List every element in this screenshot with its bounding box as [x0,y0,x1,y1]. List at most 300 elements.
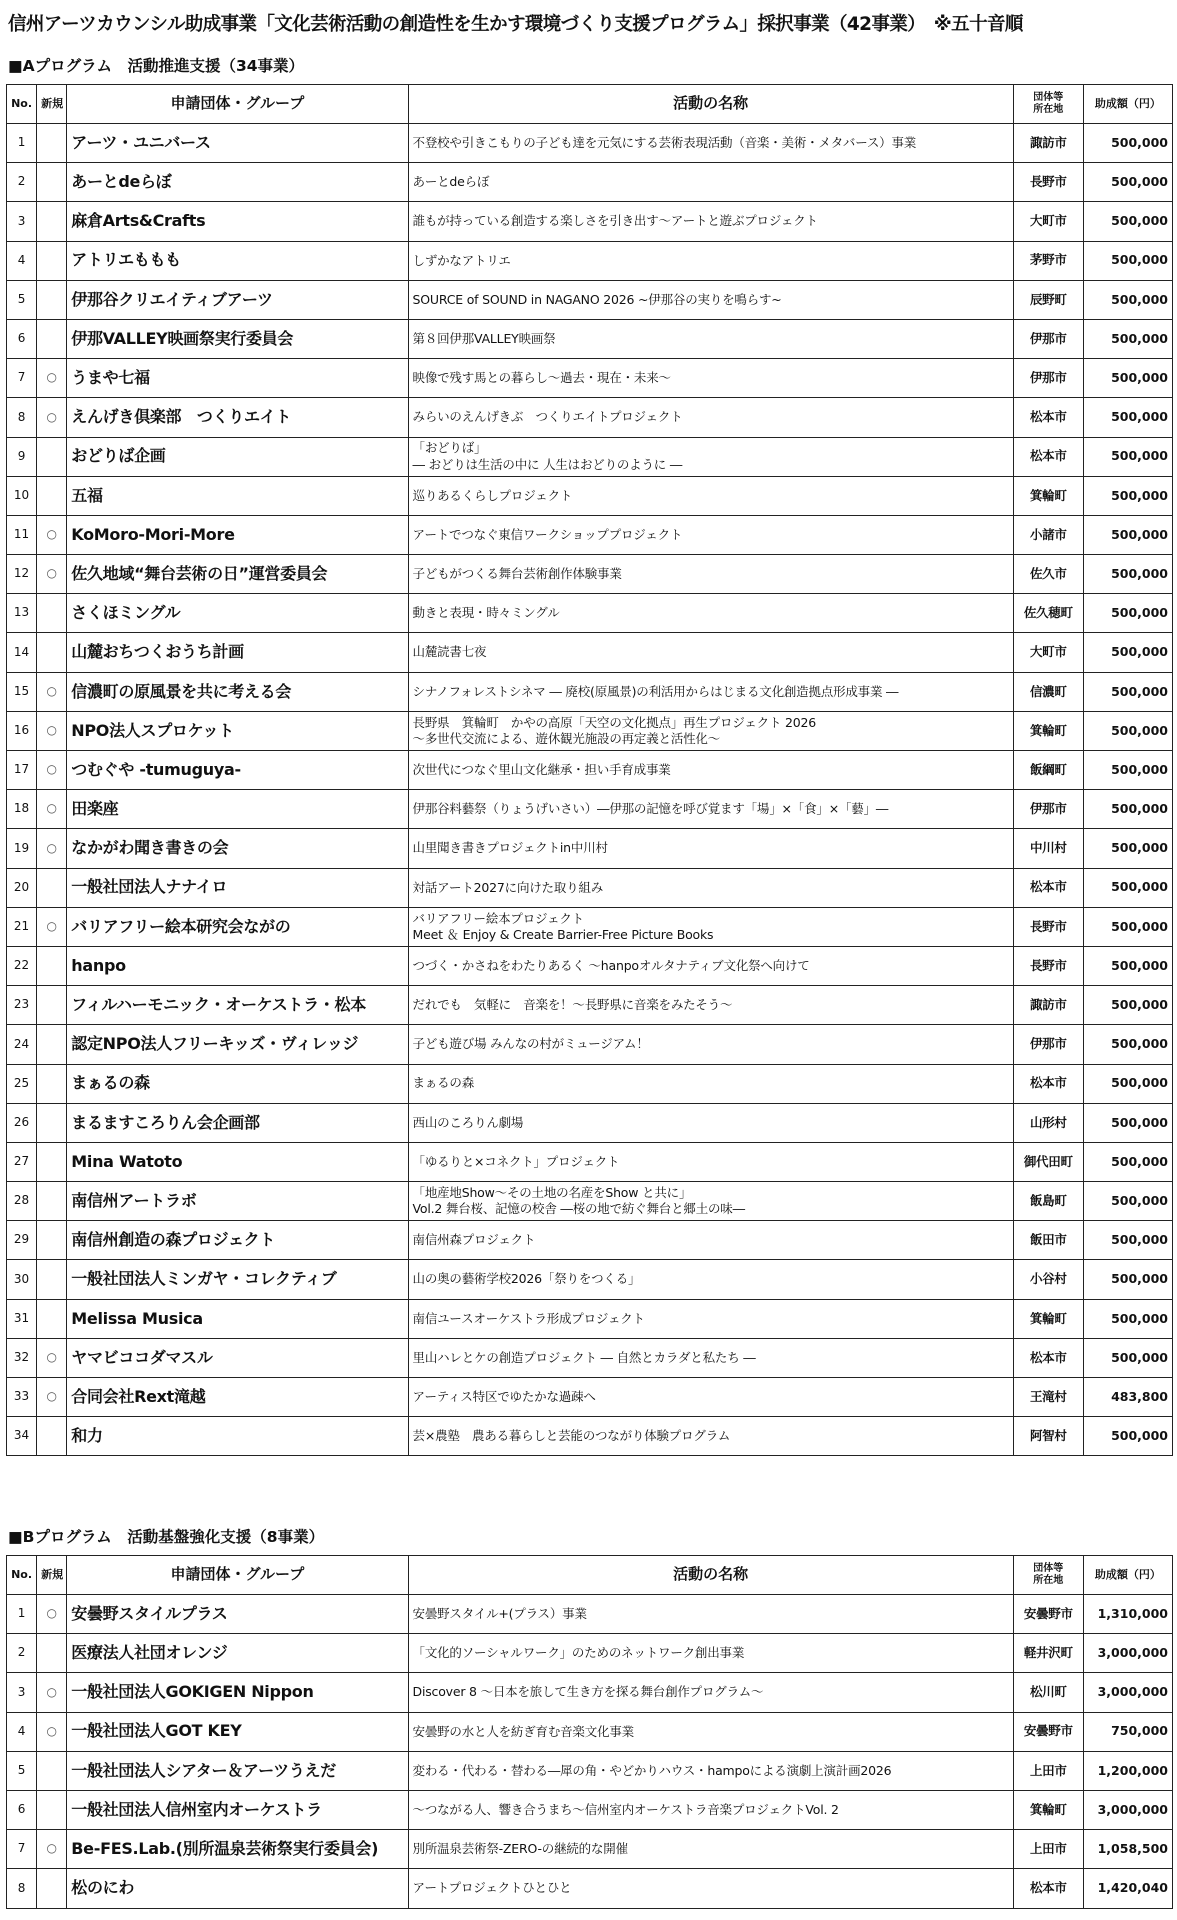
organization-name: 松のにわ [67,1869,408,1908]
organization-name: 南信州創造の森プロジェクト [67,1221,408,1260]
organization-name: 和力 [67,1417,408,1456]
organization-name: 信濃町の原風景を共に考える会 [67,672,408,711]
organization-name: あーとdeらぼ [67,163,408,202]
activity-name [408,907,1013,946]
location: 飯田市 [1013,1221,1083,1260]
table-row [7,515,1173,554]
table-row [7,907,1173,946]
row-number: 16 [7,711,37,750]
activity-name [408,751,1013,790]
activity-name [408,359,1013,398]
organization-name: 田楽座 [67,790,408,829]
location: 飯綱町 [1013,751,1083,790]
activity-line: 西山のころりん劇場 [412,1114,524,1130]
new-marker: ○ [37,1595,67,1634]
activity-line: 山の奥の藝術学校2026「祭りをつくる」 [412,1271,641,1287]
grant-amount: 500,000 [1083,1221,1172,1260]
organization-name: Mina Watoto [67,1142,408,1181]
organization-name: まるますころりん会企画部 [67,1103,408,1142]
new-marker: ○ [37,555,67,594]
row-number: 1 [7,1595,37,1634]
row-number: 7 [7,1830,37,1869]
header-location [1013,1556,1083,1595]
organization-name: うまや七福 [67,359,408,398]
program-b-title: ■Bプログラム 活動基盤強化支援（8事業） [8,1528,325,1546]
new-marker: ○ [37,672,67,711]
grant-amount: 1,310,000 [1083,1595,1172,1634]
activity-line: 「地産地Show〜その土地の名産をShow と共に」 [412,1184,692,1200]
location: 長野市 [1013,163,1083,202]
grant-amount: 500,000 [1083,476,1172,515]
table-row [7,633,1173,672]
new-marker: ○ [37,711,67,750]
location: 箕輪町 [1013,711,1083,750]
grant-amount: 500,000 [1083,202,1172,241]
header-new: 新規 [37,85,67,124]
activity-name [408,1830,1013,1869]
table-row [7,1378,1173,1417]
location: 山形村 [1013,1103,1083,1142]
grant-amount: 500,000 [1083,907,1172,946]
table-header-row [7,85,1173,124]
new-marker: ○ [37,1673,67,1712]
header-location [1013,85,1083,124]
new-marker [37,163,67,202]
location: 茅野市 [1013,241,1083,280]
location: 松本市 [1013,868,1083,907]
activity-name [408,829,1013,868]
table-row [7,672,1173,711]
activity-name [408,711,1013,750]
row-number: 21 [7,907,37,946]
new-marker [37,1103,67,1142]
new-marker [37,280,67,319]
organization-name: 一般社団法人GOKIGEN Nippon [67,1673,408,1712]
activity-line: つづく・かさねをわたりあるく 〜hanpoオルタナティブ文化祭へ向けて [412,957,810,973]
row-number: 8 [7,1869,37,1908]
activity-line: 第８回伊那VALLEY映画祭 [412,330,556,346]
grant-amount: 500,000 [1083,829,1172,868]
grant-amount: 500,000 [1083,1142,1172,1181]
organization-name: アトリエももも [67,241,408,280]
activity-name [408,515,1013,554]
header-amount: 助成額（円） [1083,85,1172,124]
new-marker: ○ [37,1378,67,1417]
activity-name [408,398,1013,437]
table-row [7,594,1173,633]
location: 小谷村 [1013,1260,1083,1299]
activity-line: だれでも 気軽に 音楽を！〜長野県に音楽をみたそう〜 [412,997,733,1013]
activity-name [408,1182,1013,1221]
grant-amount: 500,000 [1083,1417,1172,1456]
row-number: 28 [7,1182,37,1221]
row-number: 31 [7,1299,37,1338]
table-row [7,359,1173,398]
row-number: 29 [7,1221,37,1260]
location: 長野市 [1013,946,1083,985]
table-row [7,1417,1173,1456]
table-row [7,946,1173,985]
table-row [7,1260,1173,1299]
header-location-line2: 所在地 [1033,104,1064,115]
location: 松本市 [1013,398,1083,437]
location: 上田市 [1013,1751,1083,1790]
table-row [7,1634,1173,1673]
new-marker: ○ [37,1830,67,1869]
grant-amount: 500,000 [1083,1025,1172,1064]
page-title: 信州アーツカウンシル助成事業「文化芸術活動の創造性を生かす環境づくり支援プログラム」採択事業（42事業） ※五十音順 [8,14,1023,35]
activity-name [408,1417,1013,1456]
activity-name [408,868,1013,907]
new-marker [37,633,67,672]
grant-amount: 500,000 [1083,711,1172,750]
row-number: 34 [7,1417,37,1456]
table-row [7,1025,1173,1064]
activity-line: 安曇野の水と人を紡ぎ育む音楽文化事業 [412,1723,634,1739]
table-row [7,437,1173,476]
location: 箕輪町 [1013,1299,1083,1338]
organization-name: なかがわ聞き書きの会 [67,829,408,868]
organization-name: 一般社団法人ナナイロ [67,868,408,907]
new-marker [37,1790,67,1829]
grant-amount: 500,000 [1083,1064,1172,1103]
activity-name [408,1634,1013,1673]
new-marker [37,1634,67,1673]
location: 小諸市 [1013,515,1083,554]
organization-name: 一般社団法人シアター＆アーツうえだ [67,1751,408,1790]
activity-line: 〜多世代交流による、遊休観光施設の再定義と活性化〜 [412,730,721,746]
activity-line: ― おどりは生活の中に 人生はおどりのように ― [412,456,683,472]
organization-name: 南信州アートラボ [67,1182,408,1221]
organization-name: さくほミングル [67,594,408,633]
grant-amount: 500,000 [1083,163,1172,202]
grant-amount: 500,000 [1083,241,1172,280]
location: 王滝村 [1013,1378,1083,1417]
row-number: 1 [7,124,37,163]
grant-amount: 750,000 [1083,1712,1172,1751]
table-row [7,398,1173,437]
grant-amount: 1,058,500 [1083,1830,1172,1869]
grant-amount: 500,000 [1083,1338,1172,1377]
activity-name [408,319,1013,358]
activity-name [408,1378,1013,1417]
activity-name [408,1221,1013,1260]
table-row [7,1790,1173,1829]
header-org: 申請団体・グループ [67,85,408,124]
new-marker [37,1221,67,1260]
new-marker [37,868,67,907]
new-marker [37,124,67,163]
row-number: 6 [7,1790,37,1829]
table-row [7,280,1173,319]
new-marker: ○ [37,1712,67,1751]
organization-name: 安曇野スタイルプラス [67,1595,408,1634]
grant-amount: 500,000 [1083,868,1172,907]
row-number: 7 [7,359,37,398]
table-row [7,711,1173,750]
activity-name [408,1751,1013,1790]
activity-line: まぁるの森 [412,1075,475,1091]
row-number: 13 [7,594,37,633]
new-marker [37,1299,67,1338]
row-number: 17 [7,751,37,790]
activity-name [408,202,1013,241]
location: 軽井沢町 [1013,1634,1083,1673]
location: 長野市 [1013,907,1083,946]
grant-amount: 1,200,000 [1083,1751,1172,1790]
row-number: 6 [7,319,37,358]
grant-amount: 500,000 [1083,672,1172,711]
organization-name: えんげき倶楽部 つくりエイト [67,398,408,437]
organization-name: おどりば企画 [67,437,408,476]
organization-name: ヤマビココダマスル [67,1338,408,1377]
activity-name [408,986,1013,1025]
activity-name [408,555,1013,594]
activity-name [408,1338,1013,1377]
activity-line: 別所温泉芸術祭-ZERO-の継続的な開催 [412,1841,628,1857]
row-number: 3 [7,202,37,241]
location: 辰野町 [1013,280,1083,319]
activity-line: 子ども遊び場 みんなの村がミュージアム！ [412,1036,649,1052]
organization-name: KoMoro-Mori-More [67,515,408,554]
grant-amount: 500,000 [1083,437,1172,476]
new-marker [37,1260,67,1299]
activity-line: Meet ＆ Enjoy & Create Barrier-Free Picture Books [412,926,714,942]
new-marker: ○ [37,398,67,437]
row-number: 23 [7,986,37,1025]
row-number: 20 [7,868,37,907]
new-marker [37,476,67,515]
location: 佐久市 [1013,555,1083,594]
grant-amount: 500,000 [1083,790,1172,829]
header-new: 新規 [37,1556,67,1595]
table-row [7,1712,1173,1751]
row-number: 14 [7,633,37,672]
new-marker [37,594,67,633]
grant-amount: 500,000 [1083,1103,1172,1142]
row-number: 3 [7,1673,37,1712]
grant-amount: 500,000 [1083,633,1172,672]
activity-line: Vol.2 舞台桜、記憶の校舎 ―桜の地で紡ぐ舞台と郷土の味― [412,1201,745,1217]
row-number: 2 [7,1634,37,1673]
activity-line: 不登校や引きこもりの子ども達を元気にする芸術表現活動（音楽・美術・メタバース）事業 [412,134,917,150]
location: 諏訪市 [1013,986,1083,1025]
organization-name: Melissa Musica [67,1299,408,1338]
table-row [7,555,1173,594]
table-row [7,829,1173,868]
activity-name [408,280,1013,319]
activity-name [408,241,1013,280]
table-row [7,1064,1173,1103]
activity-line: 映像で残す馬との暮らし〜過去・現在・未来〜 [412,370,671,386]
activity-name [408,1103,1013,1142]
row-number: 32 [7,1338,37,1377]
header-location-line1: 団体等 [1033,91,1064,103]
row-number: 4 [7,241,37,280]
new-marker [37,1417,67,1456]
location: 箕輪町 [1013,476,1083,515]
activity-name [408,1299,1013,1338]
activity-name [408,163,1013,202]
location: 諏訪市 [1013,124,1083,163]
table-row [7,986,1173,1025]
activity-line: アートでつなぐ東信ワークショッププロジェクト [412,526,683,542]
activity-line: 巡りあるくらしプロジェクト [412,487,573,503]
grant-amount: 500,000 [1083,124,1172,163]
new-marker: ○ [37,751,67,790]
grant-amount: 3,000,000 [1083,1634,1172,1673]
activity-line: 長野県 箕輪町 かやの高原「天空の文化拠点」再生プロジェクト 2026 [412,714,817,730]
activity-line: 南信ユースオーケストラ形成プロジェクト [412,1310,645,1326]
row-number: 11 [7,515,37,554]
location: 御代田町 [1013,1142,1083,1181]
activity-line: 芸×農塾 農ある暮らしと芸能のつながり体験プログラム [412,1428,731,1444]
header-no: No. [7,1556,37,1595]
header-org: 申請団体・グループ [67,1556,408,1595]
organization-name: 伊那VALLEY映画祭実行委員会 [67,319,408,358]
organization-name: 伊那谷クリエイティブアーツ [67,280,408,319]
activity-line: シナノフォレストシネマ ― 廃校(原風景)の利活用からはじまる文化創造拠点形成事業 ― [412,683,899,699]
organization-name: アーツ・ユニバース [67,124,408,163]
location: 松本市 [1013,1338,1083,1377]
organization-name: 合同会社Rext滝越 [67,1378,408,1417]
location: 松本市 [1013,1869,1083,1908]
activity-line: 変わる・代わる・替わる―犀の角・やどかりハウス・hampoによる演劇上演計画2026 [412,1762,892,1778]
organization-name: 五福 [67,476,408,515]
header-amount: 助成額（円） [1083,1556,1172,1595]
grant-amount: 500,000 [1083,1182,1172,1221]
grant-amount: 500,000 [1083,359,1172,398]
activity-name [408,1025,1013,1064]
activity-line: SOURCE of SOUND in NAGANO 2026 ~伊那谷の実りを鳴らす~ [412,291,782,307]
row-number: 4 [7,1712,37,1751]
activity-line: 山麓読書七夜 [412,644,487,660]
grant-amount: 500,000 [1083,946,1172,985]
activity-line: 南信州森プロジェクト [412,1232,536,1248]
table-row [7,1221,1173,1260]
row-number: 15 [7,672,37,711]
table-row [7,241,1173,280]
activity-line: 「おどりば」 [412,440,487,456]
organization-name: 認定NPO法人フリーキッズ・ヴィレッジ [67,1025,408,1064]
grant-amount: 500,000 [1083,555,1172,594]
location: 伊那市 [1013,1025,1083,1064]
table-row [7,1595,1173,1634]
activity-line: アートプロジェクトひとひと [412,1880,572,1896]
organization-name: まぁるの森 [67,1064,408,1103]
activity-name [408,594,1013,633]
table-header-row [7,1556,1173,1595]
program-b-table [6,1555,1173,1909]
organization-name: Be-FES.Lab.(別所温泉芸術祭実行委員会) [67,1830,408,1869]
activity-line: 「文化的ソーシャルワーク」のためのネットワーク創出事業 [412,1645,745,1661]
organization-name: 山麓おちつくおうち計画 [67,633,408,672]
table-row [7,868,1173,907]
organization-name: 医療法人社団オレンジ [67,1634,408,1673]
organization-name: 一般社団法人信州室内オーケストラ [67,1790,408,1829]
location: 伊那市 [1013,790,1083,829]
header-no: No. [7,85,37,124]
header-activity: 活動の名称 [408,85,1013,124]
location: 安曇野市 [1013,1595,1083,1634]
grant-amount: 500,000 [1083,319,1172,358]
activity-line: Discover 8 〜日本を旅して生き方を探る舞台創作プログラム〜 [412,1684,764,1700]
new-marker [37,1064,67,1103]
grant-amount: 500,000 [1083,1260,1172,1299]
table-row [7,1338,1173,1377]
grant-amount: 500,000 [1083,1299,1172,1338]
activity-name [408,476,1013,515]
location: 松本市 [1013,437,1083,476]
location: 上田市 [1013,1830,1083,1869]
row-number: 33 [7,1378,37,1417]
table-row [7,1103,1173,1142]
table-row [7,751,1173,790]
grant-amount: 500,000 [1083,515,1172,554]
organization-name: 佐久地域“舞台芸術の日”運営委員会 [67,555,408,594]
grant-amount: 3,000,000 [1083,1790,1172,1829]
table-row [7,202,1173,241]
activity-name [408,1595,1013,1634]
organization-name: hanpo [67,946,408,985]
row-number: 10 [7,476,37,515]
table-row [7,1182,1173,1221]
organization-name: 一般社団法人ミンガヤ・コレクティブ [67,1260,408,1299]
activity-name [408,1260,1013,1299]
grant-amount: 500,000 [1083,280,1172,319]
table-row [7,163,1173,202]
activity-line: 子どもがつくる舞台芸術創作体験事業 [412,566,622,582]
new-marker [37,946,67,985]
grant-amount: 500,000 [1083,594,1172,633]
new-marker [37,319,67,358]
activity-line: しずかなアトリエ [412,252,511,268]
row-number: 5 [7,1751,37,1790]
organization-name: NPO法人スプロケット [67,711,408,750]
activity-line: 〜つながる人、響き合うまち〜信州室内オーケストラ音楽プロジェクトVol. 2 [412,1801,839,1817]
header-location-line2: 所在地 [1033,1575,1064,1586]
new-marker [37,202,67,241]
table-row [7,476,1173,515]
grant-amount: 500,000 [1083,986,1172,1025]
activity-line: 山里聞き書きプロジェクトin中川村 [412,840,608,856]
location: 伊那市 [1013,319,1083,358]
new-marker: ○ [37,1338,67,1377]
location: 信濃町 [1013,672,1083,711]
table-row [7,1751,1173,1790]
location: 箕輪町 [1013,1790,1083,1829]
new-marker [37,437,67,476]
activity-line: みらいのえんげきぶ つくりエイトプロジェクト [412,409,683,425]
row-number: 30 [7,1260,37,1299]
table-row [7,1299,1173,1338]
location: 大町市 [1013,202,1083,241]
activity-line: あーとdeらぼ [412,174,490,190]
activity-line: 誰もが持っている創造する楽しさを引き出す〜アートと遊ぶプロジェクト [412,213,818,229]
new-marker: ○ [37,515,67,554]
grant-amount: 3,000,000 [1083,1673,1172,1712]
new-marker [37,1142,67,1181]
new-marker [37,1869,67,1908]
activity-name [408,437,1013,476]
organization-name: バリアフリー絵本研究会ながの [67,907,408,946]
activity-name [408,1712,1013,1751]
activity-line: バリアフリー絵本プロジェクト [412,910,584,926]
row-number: 18 [7,790,37,829]
row-number: 9 [7,437,37,476]
activity-name [408,1064,1013,1103]
table-row [7,124,1173,163]
